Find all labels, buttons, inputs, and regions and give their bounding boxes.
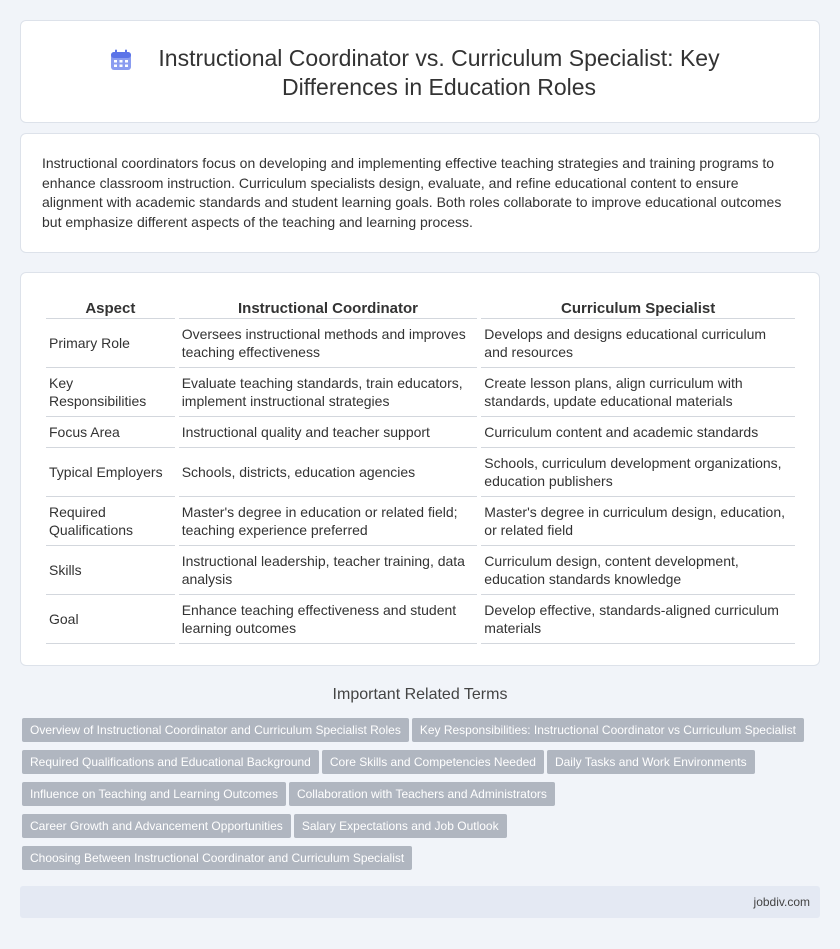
page-title: Instructional Coordinator vs. Curriculum Specialist: Key Differences in Education Roles	[158, 45, 720, 100]
related-term-tag[interactable]: Core Skills and Competencies Needed	[322, 750, 544, 774]
footer-site-link[interactable]: jobdiv.com	[753, 895, 810, 909]
table-cell: Oversees instructional methods and improves teaching effectiveness	[179, 319, 478, 368]
related-term-tag[interactable]: Required Qualifications and Educational Background	[22, 750, 319, 774]
comparison-table	[42, 297, 799, 644]
table-cell: Enhance teaching effectiveness and student learning outcomes	[179, 595, 478, 644]
related-term-tag[interactable]: Key Responsibilities: Instructional Coordinator vs Curriculum Specialist	[412, 718, 804, 742]
table-cell: Create lesson plans, align curriculum with standards, update educational materials	[481, 368, 795, 417]
header-card	[20, 20, 820, 123]
table-row	[46, 448, 795, 497]
table-cell: Master's degree in education or related field; teaching experience preferred	[179, 497, 478, 546]
related-term-tag[interactable]: Influence on Teaching and Learning Outcomes	[22, 782, 286, 806]
related-term-tag[interactable]: Salary Expectations and Job Outlook	[294, 814, 507, 838]
table-cell: Master's degree in curriculum design, education, or related field	[481, 497, 795, 546]
table-cell: Focus Area	[46, 417, 175, 448]
table-row	[46, 319, 795, 368]
comparison-table-card	[20, 272, 820, 666]
table-row	[46, 595, 795, 644]
table-row	[46, 417, 795, 448]
table-cell: Curriculum content and academic standards	[481, 417, 795, 448]
table-cell: Instructional leadership, teacher training, data analysis	[179, 546, 478, 595]
table-cell: Schools, curriculum development organizations, education publishers	[481, 448, 795, 497]
table-cell: Develops and designs educational curriculum and resources	[481, 319, 795, 368]
table-cell: Typical Employers	[46, 448, 175, 497]
related-terms-list	[22, 718, 822, 878]
related-term-tag[interactable]: Overview of Instructional Coordinator and Curriculum Specialist Roles	[22, 718, 409, 742]
intro-card	[20, 133, 820, 253]
table-cell: Required Qualifications	[46, 497, 175, 546]
table-cell: Develop effective, standards-aligned curriculum materials	[481, 595, 795, 644]
related-term-tag[interactable]: Career Growth and Advancement Opportunities	[22, 814, 291, 838]
related-term-tag[interactable]: Daily Tasks and Work Environments	[547, 750, 755, 774]
column-header: Curriculum Specialist	[481, 297, 795, 319]
table-cell: Evaluate teaching standards, train educators, implement instructional strategies	[179, 368, 478, 417]
footer	[20, 886, 820, 918]
table-cell: Primary Role	[46, 319, 175, 368]
table-row	[46, 497, 795, 546]
table-cell: Goal	[46, 595, 175, 644]
column-header: Instructional Coordinator	[179, 297, 478, 319]
column-header: Aspect	[46, 297, 175, 319]
related-term-tag[interactable]: Collaboration with Teachers and Administrators	[289, 782, 555, 806]
table-row	[46, 546, 795, 595]
table-cell: Skills	[46, 546, 175, 595]
intro-paragraph: Instructional coordinators focus on developing and implementing effective teaching strategies and training programs to enhance classroom instruction. Curriculum specialists design, evaluate, and refine educational content to ensure alignment with academic standards and student learning goals. Both roles collaborate to improve educational outcomes but emphasize different aspects of the teaching and learning process.	[42, 155, 782, 230]
table-row	[46, 368, 795, 417]
table-cell: Key Responsibilities	[46, 368, 175, 417]
table-header-row	[46, 297, 795, 319]
table-cell: Curriculum design, content development, education standards knowledge	[481, 546, 795, 595]
related-terms-title: Important Related Terms	[332, 686, 508, 703]
related-term-tag[interactable]: Choosing Between Instructional Coordinator and Curriculum Specialist	[22, 846, 412, 870]
table-cell: Instructional quality and teacher support	[179, 417, 478, 448]
table-cell: Schools, districts, education agencies	[179, 448, 478, 497]
